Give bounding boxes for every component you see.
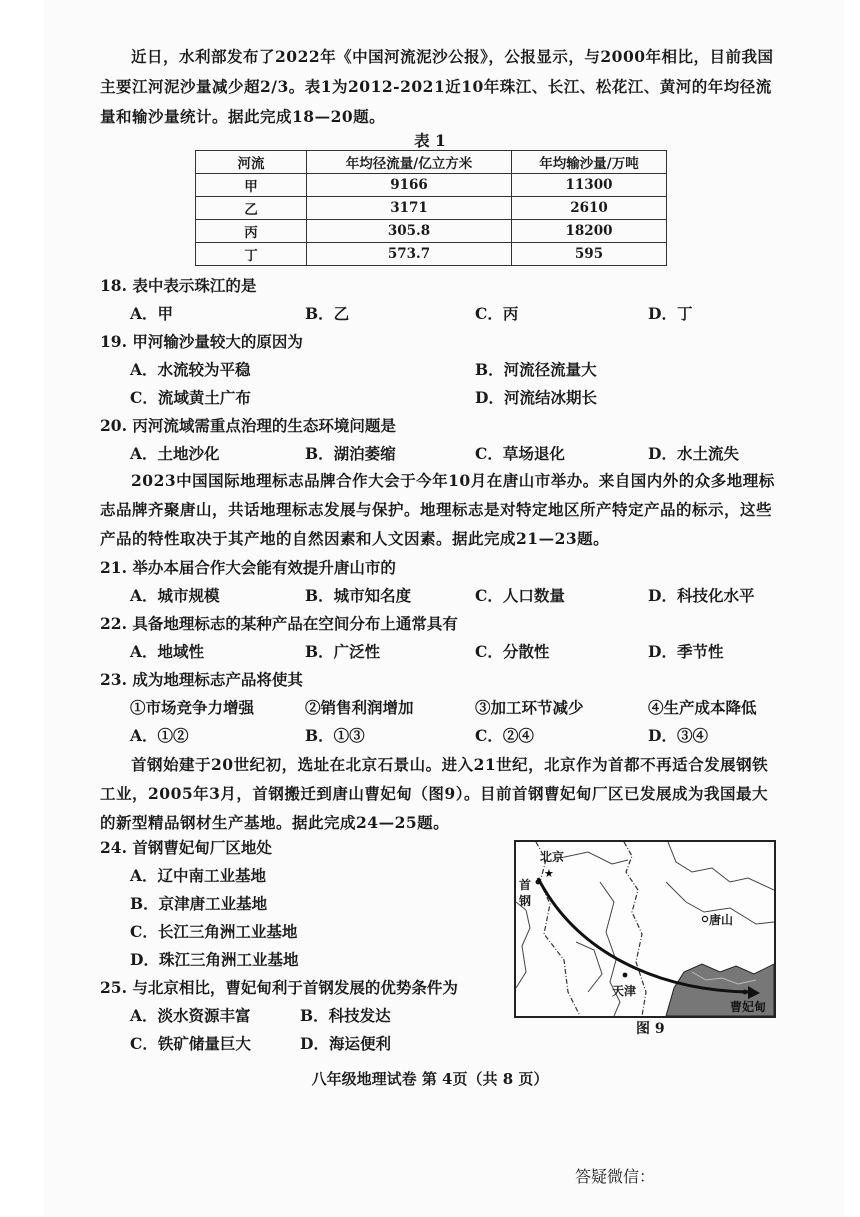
q18-option-a[interactable]: A．甲 xyxy=(130,304,174,323)
q19-option-d[interactable]: D．河流结冰期长 xyxy=(475,388,597,407)
q23-statement-3: ③加工环节减少 xyxy=(475,698,584,717)
q22-option-c[interactable]: C．分散性 xyxy=(475,642,550,661)
label-shougang-2: 钢 xyxy=(519,894,532,908)
q20-option-a[interactable]: A．土地沙化 xyxy=(130,444,220,463)
page-footer: 八年级地理试卷 第 4页（共 8 页） xyxy=(311,1070,549,1088)
table-cell: 丁 xyxy=(196,243,307,266)
table-row xyxy=(196,243,667,266)
q18-option-b[interactable]: B．乙 xyxy=(305,304,350,323)
county-border xyxy=(668,842,774,890)
question-20-stem: 20. 丙河流域需重点治理的生态环境问题是 xyxy=(100,416,396,435)
label-beijing: 北京 xyxy=(540,850,565,864)
label-shougang-1: 首 xyxy=(519,878,532,892)
q24-option-a[interactable]: A．辽中南工业基地 xyxy=(130,866,267,885)
table-cell: 305.8 xyxy=(307,220,512,243)
q23-statement-2: ②销售利润增加 xyxy=(305,698,414,717)
q18-option-c[interactable]: C．丙 xyxy=(475,304,519,323)
q23-option-c[interactable]: C．②④ xyxy=(475,726,534,745)
q24-option-b[interactable]: B．京津唐工业基地 xyxy=(130,894,268,913)
figure-9-caption: 图 9 xyxy=(636,1021,665,1037)
table-header: 河流 xyxy=(196,151,307,174)
county-border xyxy=(576,942,602,992)
table-cell: 2610 xyxy=(512,197,667,220)
q21-option-a[interactable]: A．城市规模 xyxy=(130,586,220,605)
question-24-stem: 24. 首钢曹妃甸厂区地处 xyxy=(100,838,272,857)
intro-paragraph-21-23: 2023中国国际地理标志品牌合作大会于今年10月在唐山市举办。来自国内外的众多地理标志品牌齐聚唐山，共话地理标志发展与保护。地理标志是对特定地区所产特定产品的标示，这些产品的特性取决于其产地的自然因素和人文因素。据此完成21—23题。 xyxy=(100,471,775,548)
wechat-label: 答疑微信： xyxy=(575,1167,656,1186)
table-row xyxy=(196,197,667,220)
map-drawing xyxy=(516,842,774,1016)
q22-option-a[interactable]: A．地域性 xyxy=(130,642,205,661)
q23-option-a[interactable]: A．①② xyxy=(130,726,189,745)
q24-option-c[interactable]: C．长江三角洲工业基地 xyxy=(130,922,298,941)
q19-option-b[interactable]: B．河流径流量大 xyxy=(475,360,597,379)
question-23-stem: 23. 成为地理标志产品将使其 xyxy=(100,670,303,689)
q21-option-b[interactable]: B．城市知名度 xyxy=(305,586,412,605)
q21-option-c[interactable]: C．人口数量 xyxy=(475,586,565,605)
question-25-stem: 25. 与北京相比，曹妃甸利于首钢发展的优势条件为 xyxy=(100,978,458,997)
table-row xyxy=(196,220,667,243)
shougang-point xyxy=(536,880,541,885)
question-22-stem: 22. 具备地理标志的某种产品在空间分布上通常具有 xyxy=(100,614,458,633)
table-cell: 丙 xyxy=(196,220,307,243)
table-row xyxy=(196,174,667,197)
beijing-star-icon: ★ xyxy=(544,867,554,880)
table-cell: 18200 xyxy=(512,220,667,243)
q24-option-d[interactable]: D．珠江三角洲工业基地 xyxy=(130,950,299,969)
question-18-stem: 18. 表中表示珠江的是 xyxy=(100,276,257,295)
tianjin-point xyxy=(623,973,628,978)
q18-option-d[interactable]: D．丁 xyxy=(648,304,693,323)
q21-option-d[interactable]: D．科技化水平 xyxy=(648,586,755,605)
label-caofeidian: 曹妃甸 xyxy=(730,1000,767,1014)
q20-option-c[interactable]: C．草场退化 xyxy=(475,444,565,463)
table-cell: 11300 xyxy=(512,174,667,197)
q19-option-c[interactable]: C．流域黄土广布 xyxy=(130,388,251,407)
q22-option-b[interactable]: B．广泛性 xyxy=(305,642,381,661)
county-border xyxy=(560,852,628,864)
county-border xyxy=(516,902,530,988)
q25-option-b[interactable]: B．科技发达 xyxy=(300,1006,391,1025)
q23-option-b[interactable]: B．①③ xyxy=(305,726,365,745)
intro-paragraph-24-25: 首钢始建于20世纪初，选址在北京石景山。进入21世纪，北京作为首都不再适合发展钢铁工业，2005年3月，首钢搬迁到唐山曹妃甸（图9）。目前首钢曹妃甸厂区已发展成为我国最大的新型精品钢材生产基地。据此完成24—25题。 xyxy=(100,755,769,832)
intro-paragraph-18-20: 近日，水利部发布了2022年《中国河流泥沙公报》，公报显示，与2000年相比，目前我国主要江河泥沙量减少超2/3。表1为2012-2021近10年珠江、长江、松花江、黄河的年均径流量和输沙量统计。据此完成18—20题。 xyxy=(100,47,774,126)
river-table xyxy=(195,150,667,266)
label-tangshan: 唐山 xyxy=(709,913,734,927)
caofeidian-point xyxy=(743,990,748,995)
table-cell: 573.7 xyxy=(307,243,512,266)
q23-option-d[interactable]: D．③④ xyxy=(648,726,708,745)
question-21-stem: 21. 举办本届合作大会能有效提升唐山市的 xyxy=(100,558,396,577)
tangshan-point xyxy=(702,916,707,921)
table-header-row xyxy=(196,151,667,174)
table-cell: 乙 xyxy=(196,197,307,220)
q25-option-d[interactable]: D．海运便利 xyxy=(300,1034,391,1053)
q20-option-b[interactable]: B．湖泊萎缩 xyxy=(305,444,396,463)
q25-option-a[interactable]: A．淡水资源丰富 xyxy=(130,1006,251,1025)
label-tianjin: 天津 xyxy=(612,984,637,998)
q22-option-d[interactable]: D．季节性 xyxy=(648,642,724,661)
table-cell: 9166 xyxy=(307,174,512,197)
table-cell: 595 xyxy=(512,243,667,266)
table-caption: 表 1 xyxy=(414,131,446,150)
table-cell: 甲 xyxy=(196,174,307,197)
q19-option-a[interactable]: A．水流较为平稳 xyxy=(130,360,251,379)
q25-option-c[interactable]: C．铁矿储量巨大 xyxy=(130,1034,251,1053)
table-cell: 3171 xyxy=(307,197,512,220)
q23-statement-4: ④生产成本降低 xyxy=(648,698,757,717)
table-header: 年均输沙量/万吨 xyxy=(512,151,667,174)
question-19-stem: 19. 甲河输沙量较大的原因为 xyxy=(100,332,303,351)
figure-9-map xyxy=(514,840,776,1018)
q20-option-d[interactable]: D．水土流失 xyxy=(648,444,739,463)
province-border xyxy=(536,842,580,1016)
q23-statement-1: ①市场竞争力增强 xyxy=(130,698,255,717)
table-header: 年均径流量/亿立方米 xyxy=(307,151,512,174)
